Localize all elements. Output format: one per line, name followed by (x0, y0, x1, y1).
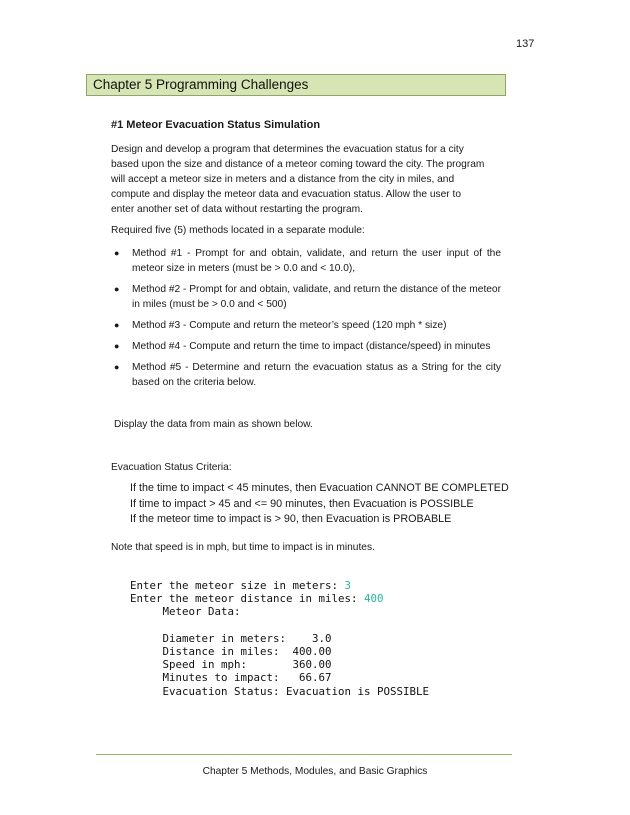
method-item (111, 282, 501, 312)
method-text: Method #4 - Compute and return the time to impact (distance/speed) in minutes (132, 341, 491, 352)
criteria-item: If time to impact > 45 and <= 90 minutes, then Evacuation is POSSIBLE (130, 497, 474, 510)
display-note: Display the data from main as shown below. (114, 419, 313, 430)
page-number: 137 (516, 38, 535, 50)
console-line (130, 579, 429, 592)
console-prompt: Enter the meteor size in meters: (130, 579, 345, 592)
criteria-list (130, 481, 509, 528)
chapter-heading: Chapter 5 Programming Challenges (86, 74, 506, 96)
criteria-item: If the time to impact < 45 minutes, then Evacuation CANNOT BE COMPLETED (130, 482, 509, 494)
methods-list (111, 246, 501, 390)
method-item (111, 339, 501, 354)
footer-rule (96, 754, 512, 755)
required-methods-label: Required five (5) methods located in a separate module: (111, 225, 365, 236)
units-note: Note that speed is in mph, but time to impact is in minutes. (111, 542, 375, 553)
method-item (111, 246, 501, 276)
console-prompt: Enter the meteor distance in miles: (130, 592, 365, 606)
method-item (111, 360, 501, 390)
method-text: Method #3 - Compute and return the meteor’s speed (120 mph * size) (132, 320, 447, 331)
intro-line: enter another set of data without restarting the program. (111, 204, 364, 215)
method-text: Method #1 - Prompt for and obtain, validate, and return the user input of the meteor size in meters (must be > 0.0 and < 10.0), (132, 248, 501, 274)
intro-line: will accept a meteor size in meters and a distance from the city in miles, and (111, 174, 455, 185)
method-item (111, 318, 501, 333)
console-line (130, 592, 429, 605)
intro-line: Design and develop a program that determines the evacuation status for a city (111, 144, 464, 155)
console-line: Diameter in meters: 3.0 (130, 631, 332, 645)
bullet-icon: ● (114, 248, 120, 258)
console-input: 3 (344, 579, 352, 592)
console-line: Meteor Data: (130, 605, 241, 619)
console-line: Speed in mph: 360.00 (130, 658, 332, 672)
console-output (130, 579, 429, 698)
criteria-item: If the meteor time to impact is > 90, then Evacuation is PROBABLE (130, 513, 452, 525)
bullet-icon: ● (114, 284, 120, 294)
console-line: Evacuation Status: Evacuation is POSSIBLE (130, 684, 430, 698)
bullet-icon: ● (114, 362, 120, 372)
bullet-icon: ● (114, 341, 120, 351)
method-text: Method #5 - Determine and return the evacuation status as a String for the city based on the criteria below. (132, 362, 501, 388)
console-line: Distance in miles: 400.00 (130, 644, 332, 658)
criteria-label: Evacuation Status Criteria: (111, 462, 232, 473)
page-footer: Chapter 5 Methods, Modules, and Basic Graphics (202, 766, 428, 777)
intro-line: based upon the size and distance of a meteor coming toward the city. The program (111, 159, 485, 170)
intro-paragraph (111, 142, 501, 217)
console-blank (130, 619, 429, 632)
console-input: 400 (364, 592, 384, 606)
intro-line: compute and display the meteor data and evacuation status. Allow the user to (111, 189, 461, 200)
section-title: #1 Meteor Evacuation Status Simulation (111, 119, 321, 131)
bullet-icon: ● (114, 320, 120, 330)
method-text: Method #2 - Prompt for and obtain, validate, and return the distance of the meteor in miles (must be > 0.0 and < 500) (132, 284, 501, 310)
console-line: Minutes to impact: 66.67 (130, 671, 332, 685)
section-content (111, 118, 501, 396)
